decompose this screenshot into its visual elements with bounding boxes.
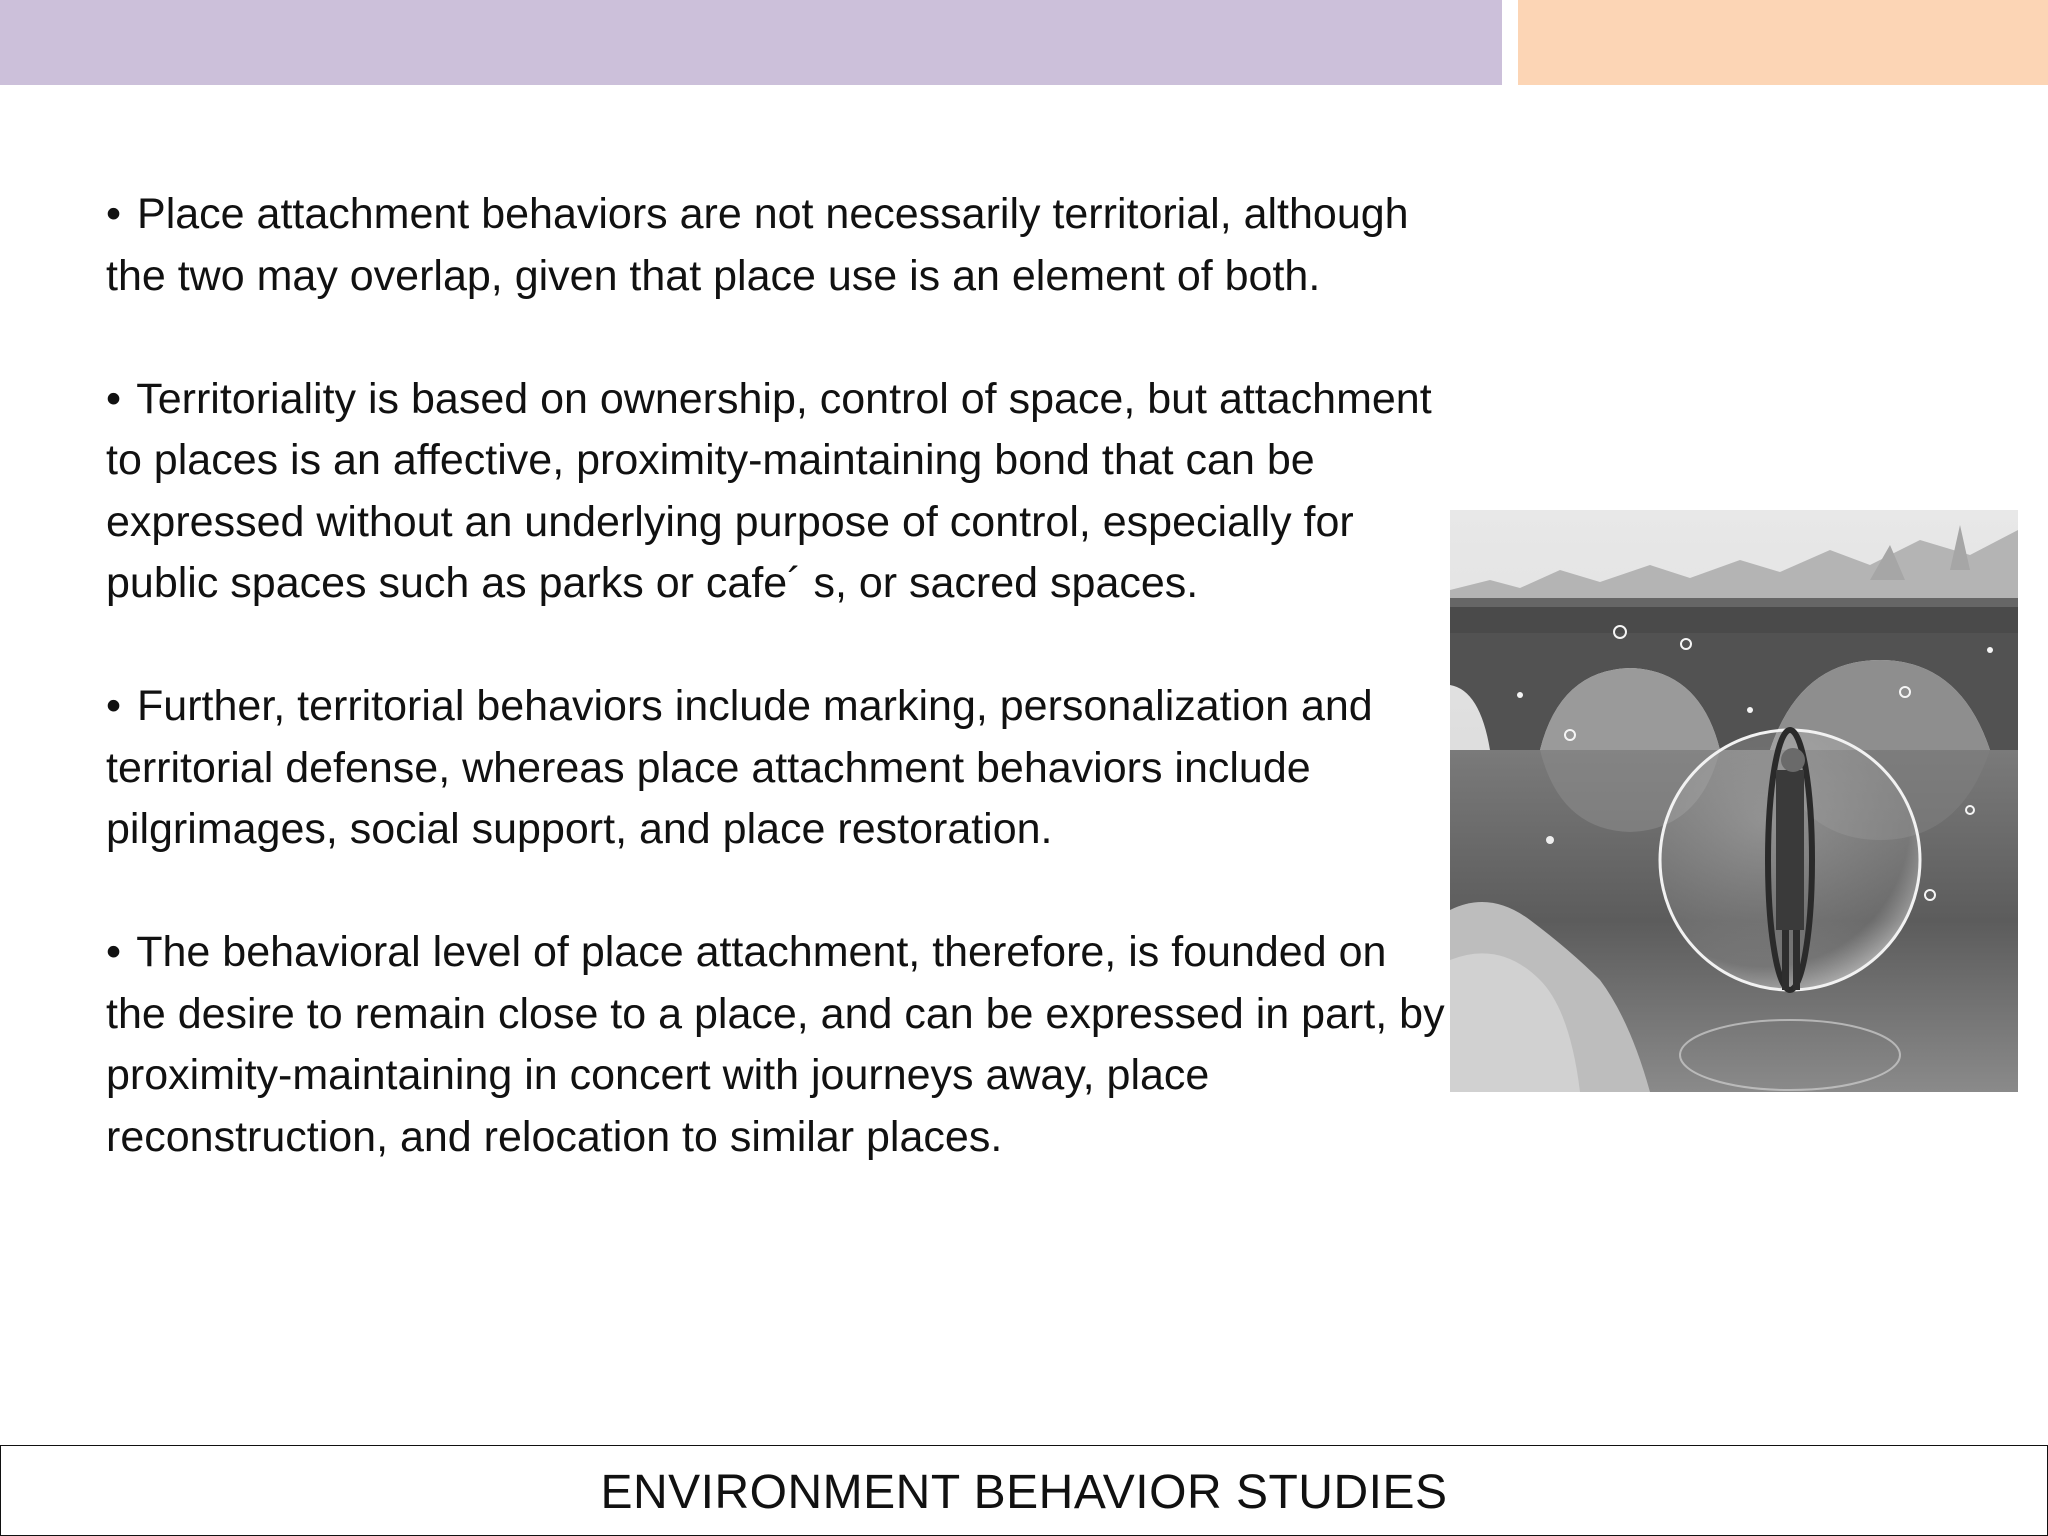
bubble-photo [1450,510,2018,1092]
bullet-paragraph [106,369,1446,615]
header-band-lavender [0,0,1502,85]
bullet-list [106,184,1446,1168]
bullet-marker: • [106,190,122,238]
footer-bar [0,1445,2048,1536]
footer-title: ENVIRONMENT BEHAVIOR STUDIES [600,1466,1448,1519]
bullet-paragraph [106,676,1446,861]
bullet-text: The behavioral level of place attachment, therefore, is founded on the desire to remain close to a place, and can be expressed in part, by proximity-maintaining in concert with journeys away, place reconstruction, and relocation to similar places. [106,928,1445,1161]
bullet-text: Place attachment behaviors are not necessarily territorial, although the two may overlap, given that place use is an element of both. [106,190,1409,300]
bullet-text: Further, territorial behaviors include marking, personalization and territorial defense, whereas place attachment behaviors include pilgrimages, social support, and place restoration. [106,682,1373,853]
bullet-paragraph [106,922,1446,1168]
bullet-marker: • [106,928,122,976]
bullet-marker: • [106,374,122,423]
bullet-paragraph [106,184,1446,307]
bullet-marker: • [106,682,122,730]
bullet-text: Territoriality is based on ownership, control of space, but attachment to places is an affective, proximity-maintaining bond that can be expressed without an underlying purpose of control, especially for public spaces such as parks or cafe´ s, or sacred spaces. [106,374,1432,607]
header-band-peach [1518,0,2048,85]
